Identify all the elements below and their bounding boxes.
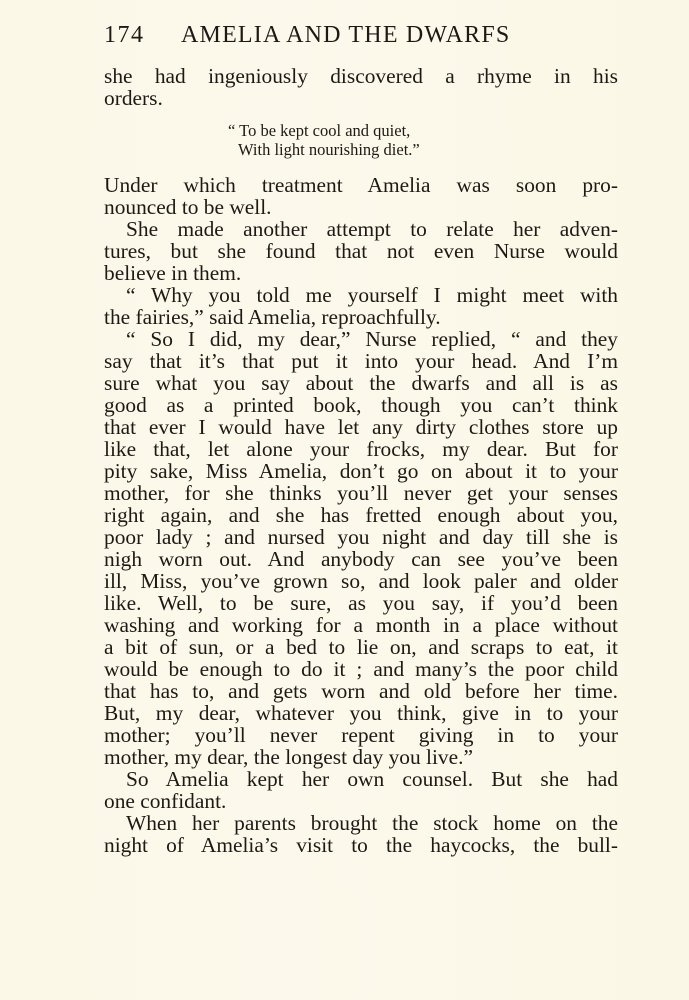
- text-line: good as a printed book, though you can’t think: [104, 393, 618, 417]
- text-line: the fairies,” said Amelia, reproachfully.: [104, 305, 441, 329]
- text-line: tures, but she found that not even Nurse would: [104, 239, 618, 263]
- text-line: like. Well, to be sure, as you say, if you’d been: [104, 591, 618, 615]
- text-line: “ Why you told me yourself I might meet with: [126, 283, 618, 307]
- text-line: poor lady ; and nursed you night and day till she is: [104, 525, 618, 549]
- text-line: sure what you say about the dwarfs and all is as: [104, 371, 618, 395]
- text-line: believe in them.: [104, 261, 242, 285]
- text-line: right again, and she has fretted enough about you,: [104, 503, 618, 527]
- body-text: [104, 174, 618, 856]
- text-line: that ever I would have let any dirty clothes store up: [104, 415, 618, 439]
- text-line: orders.: [104, 86, 163, 110]
- page-number: 174: [104, 22, 145, 48]
- verse-line: “ To be kept cool and quiet,: [228, 121, 411, 140]
- text-line: she had ingeniously discovered a rhyme in his: [104, 64, 618, 88]
- text-line: mother, my dear, the longest day you live.”: [104, 745, 473, 769]
- verse-line: With light nourishing diet.”: [238, 140, 420, 159]
- text-line: washing and working for a month in a place without: [104, 613, 618, 637]
- text-line: that has to, and gets worn and old before her time.: [104, 679, 618, 703]
- text-line: would be enough to do it ; and many’s the poor child: [104, 657, 618, 681]
- text-line: one confidant.: [104, 789, 227, 813]
- text-line: ill, Miss, you’ve grown so, and look paler and older: [104, 569, 618, 593]
- text-line: When her parents brought the stock home on the: [126, 811, 618, 835]
- verse-quote: [228, 121, 488, 159]
- text-line: say that it’s that put it into your head. And I’m: [104, 349, 618, 373]
- running-title: AMELIA AND THE DWARFS: [181, 22, 511, 48]
- text-line: pity sake, Miss Amelia, don’t go on about it to your: [104, 459, 618, 483]
- text-line: “ So I did, my dear,” Nurse replied, “ and they: [126, 327, 618, 351]
- running-header: [104, 22, 540, 56]
- text-line: like that, let alone your frocks, my dear. But for: [104, 437, 618, 461]
- text-line: mother, for she thinks you’ll never get your senses: [104, 481, 618, 505]
- text-line: night of Amelia’s visit to the haycocks, the bull-: [104, 833, 618, 857]
- text-line: So Amelia kept her own counsel. But she had: [126, 767, 618, 791]
- text-line: She made another attempt to relate her adven-: [126, 217, 618, 241]
- text-line: nigh worn out. And anybody can see you’ve been: [104, 547, 618, 571]
- text-line: mother; you’ll never repent giving in to your: [104, 723, 618, 747]
- text-line: Under which treatment Amelia was soon pro-: [104, 173, 618, 197]
- text-line: a bit of sun, or a bed to lie on, and scraps to eat, it: [104, 635, 618, 659]
- text-line: But, my dear, whatever you think, give in to your: [104, 701, 618, 725]
- intro-paragraph: [104, 65, 618, 109]
- text-line: nounced to be well.: [104, 195, 272, 219]
